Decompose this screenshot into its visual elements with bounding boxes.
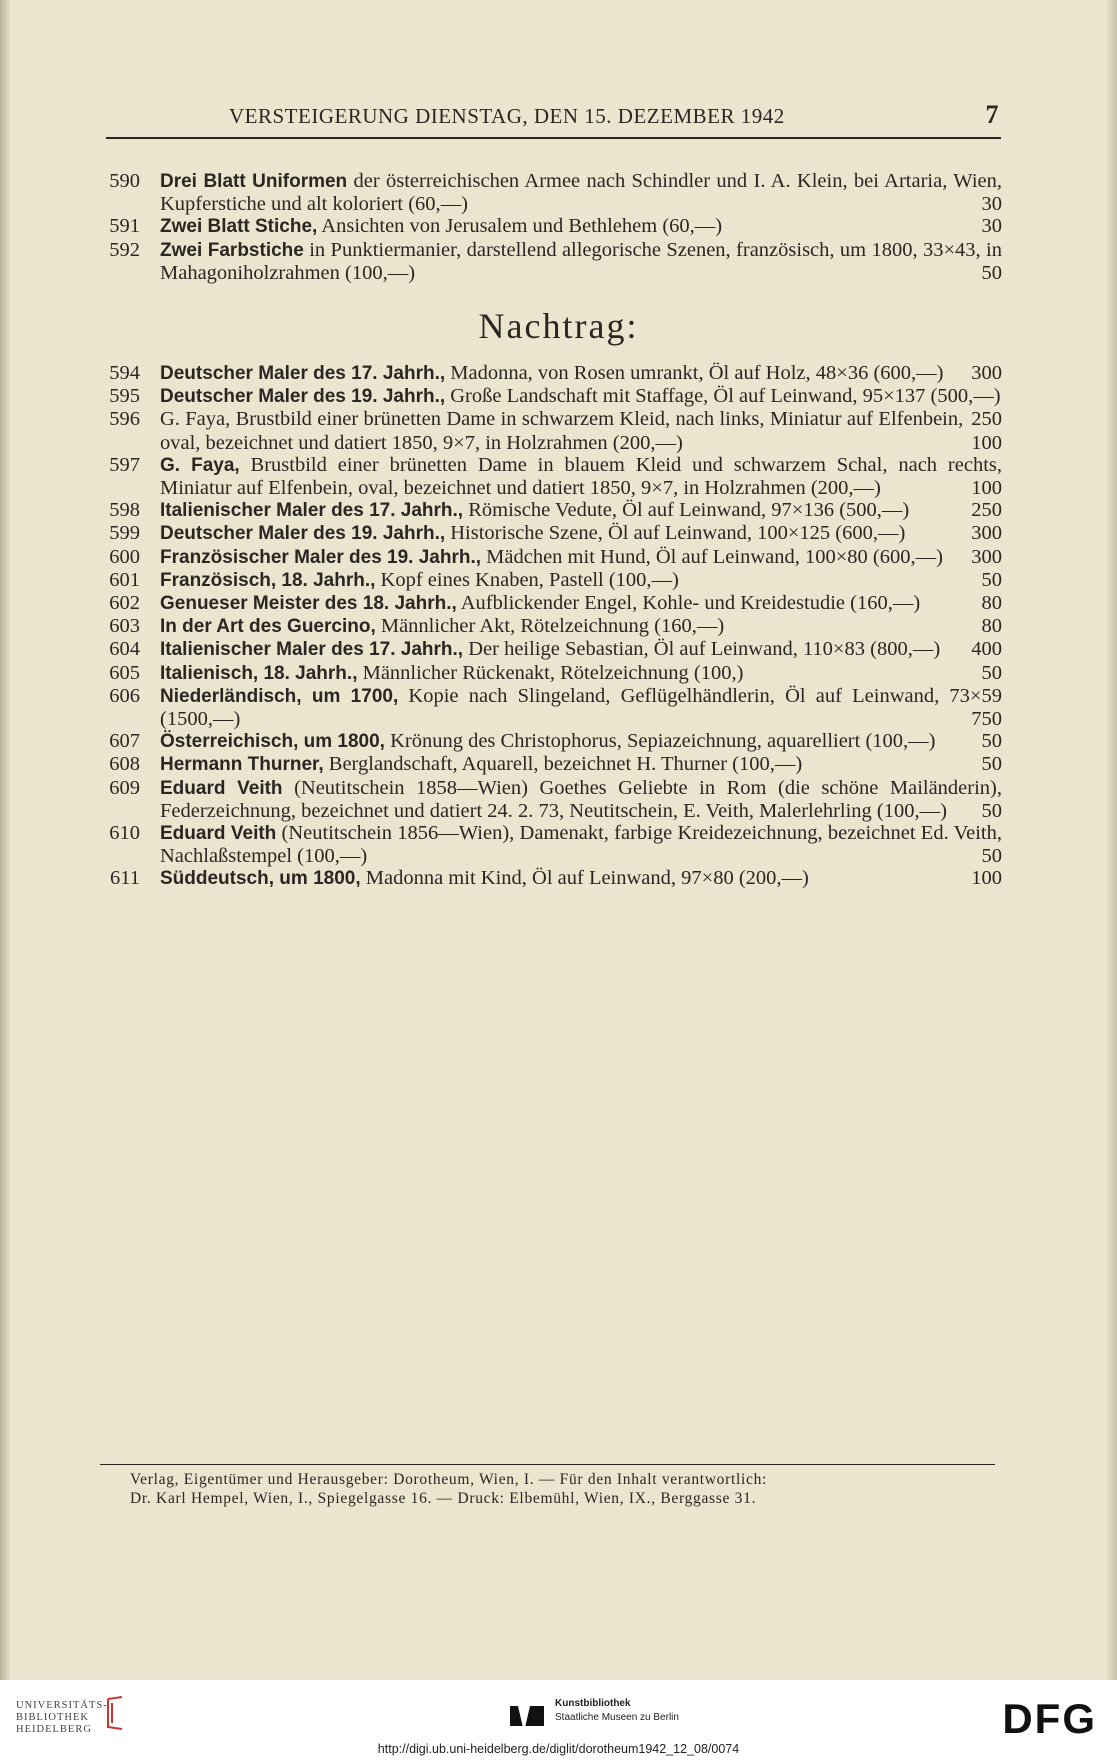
lot-description bbox=[160, 408, 1002, 453]
lot-price: 80 bbox=[981, 592, 1002, 615]
lot-text: Krönung des Christophorus, Sepiazeichnung, aquarelliert (100,—) bbox=[384, 730, 936, 753]
lot-title: Deutscher Maler des 19. Jahrh., bbox=[160, 523, 446, 545]
lot-text: Madonna, von Rosen umrankt, Öl auf Holz, 48×36 (600,—) bbox=[445, 362, 944, 384]
permalink-url[interactable]: http://digi.ub.uni-heidelberg.de/diglit/dorotheum1942_12_08/0074 bbox=[377, 1742, 740, 1756]
lot-entry bbox=[90, 546, 1002, 569]
lot-entry bbox=[90, 777, 1002, 822]
lot-number: 598 bbox=[109, 499, 140, 522]
lot-text: Männlicher Rückenakt, Rötelzeichnung (100,) bbox=[357, 661, 744, 684]
lot-price: 50 bbox=[981, 753, 1002, 776]
lot-number: 610 bbox=[109, 822, 140, 845]
lot-price: 750 bbox=[971, 708, 1002, 731]
lot-number: 603 bbox=[109, 615, 140, 638]
lot-price: 30 bbox=[981, 215, 1002, 238]
lot-text: Brustbild einer brünetten Dame in blauem Kleid und schwarzem Schal, nach rechts, Miniatur auf Elfenbein, oval, bezeichnet und datiert 1850, 9×7, in Holzrahmen (200,—) bbox=[160, 453, 1002, 500]
lot-title: Zwei Blatt Stiche, bbox=[160, 216, 318, 238]
lot-description bbox=[160, 730, 1002, 753]
lot-description bbox=[160, 777, 1002, 822]
lot-title: Italienisch, 18. Jahrh., bbox=[160, 662, 358, 684]
imprint-line-2: Dr. Karl Hempel, Wien, I., Spiegelgasse 16. — Druck: Elbemühl, Wien, IX., Berggasse 31. bbox=[130, 1490, 757, 1507]
lot-number: 595 bbox=[109, 385, 140, 408]
lot-description bbox=[160, 362, 1002, 385]
lot-title: Deutscher Maler des 17. Jahrh., bbox=[160, 363, 446, 384]
section-title: Nachtrag: bbox=[478, 306, 639, 346]
lot-price: 50 bbox=[981, 661, 1002, 684]
lot-number: 600 bbox=[109, 545, 140, 568]
lot-text: Ansichten von Jerusalem und Bethlehem (60,—) bbox=[317, 215, 723, 238]
lot-title: Italienischer Maler des 17. Jahrh., bbox=[160, 639, 464, 661]
lot-entry bbox=[90, 569, 1002, 592]
lot-description bbox=[160, 592, 1002, 615]
ub-line-2: BIBLIOTHEK bbox=[16, 1712, 89, 1723]
lot-price: 50 bbox=[981, 261, 1002, 284]
lot-entry bbox=[90, 239, 1002, 284]
lot-price: 100 bbox=[971, 867, 1002, 890]
lot-text: Römische Vedute, Öl auf Leinwand, 97×136 (500,—) bbox=[463, 499, 910, 522]
lot-number: 596 bbox=[109, 408, 140, 431]
kb-line-1: Kunstbibliothek bbox=[555, 1698, 631, 1709]
lot-title: G. Faya, bbox=[160, 454, 240, 476]
lot-description bbox=[160, 685, 1002, 730]
lot-title: Drei Blatt Uniformen bbox=[160, 171, 348, 192]
lot-number: 609 bbox=[109, 776, 140, 799]
lot-text: Historische Szene, Öl auf Leinwand, 100×125 (600,—) bbox=[445, 522, 906, 545]
lot-price: 250 bbox=[971, 499, 1002, 522]
lot-text: Mädchen mit Hund, Öl auf Leinwand, 100×80 (600,—) bbox=[481, 545, 943, 568]
lot-description bbox=[160, 638, 1002, 661]
lot-entry bbox=[90, 615, 1002, 638]
lot-price: 80 bbox=[981, 615, 1002, 638]
lot-description bbox=[160, 615, 1002, 638]
lot-description bbox=[160, 662, 1002, 685]
lot-price: 50 bbox=[981, 799, 1002, 822]
lot-description bbox=[160, 454, 1002, 499]
lot-entry bbox=[90, 454, 1002, 499]
lot-description bbox=[160, 546, 1002, 569]
lot-entry bbox=[90, 867, 1002, 890]
lot-title: Italienischer Maler des 17. Jahrh., bbox=[160, 500, 464, 522]
lot-description bbox=[160, 239, 1002, 284]
lot-description bbox=[160, 822, 1002, 867]
lot-price: 250 bbox=[971, 408, 1002, 431]
lot-number: 606 bbox=[109, 684, 140, 707]
lot-entry bbox=[90, 215, 1002, 238]
lot-list-top bbox=[90, 170, 1002, 284]
lot-price: 300 bbox=[971, 545, 1002, 568]
lot-entry bbox=[90, 592, 1002, 615]
header-rule bbox=[106, 137, 1001, 139]
ub-line-3: HEIDELBERG bbox=[16, 1724, 92, 1735]
lot-price: 50 bbox=[981, 730, 1002, 753]
footer-rule bbox=[100, 1464, 995, 1465]
lot-entry bbox=[90, 522, 1002, 545]
lot-number: 605 bbox=[109, 661, 140, 684]
lot-list-nachtrag bbox=[90, 362, 1002, 891]
lot-description bbox=[160, 215, 1002, 238]
page-right-edge bbox=[1107, 0, 1117, 1680]
lot-number: 602 bbox=[109, 592, 140, 615]
lot-number: 592 bbox=[109, 238, 140, 261]
imprint-line-1: Verlag, Eigentümer und Herausgeber: Dorotheum, Wien, I. — Für den Inhalt verantwortlich: bbox=[130, 1471, 768, 1488]
lot-title: Deutscher Maler des 19. Jahrh., bbox=[160, 386, 446, 408]
lot-title: Zwei Farbstiche bbox=[160, 239, 304, 261]
lot-number: 590 bbox=[109, 170, 140, 192]
lot-text: Berglandschaft, Aquarell, bezeichnet H. Thurner (100,—) bbox=[323, 753, 803, 776]
lot-price: 400 bbox=[971, 638, 1002, 661]
lot-entry bbox=[90, 753, 1002, 776]
lot-number: 591 bbox=[109, 215, 140, 238]
running-title: VERSTEIGERUNG DIENSTAG, DEN 15. DEZEMBER 1942 bbox=[229, 104, 785, 128]
kunstbibliothek-label[interactable] bbox=[555, 1697, 679, 1725]
lot-title: Niederländisch, um 1700, bbox=[160, 685, 399, 707]
lot-number: 608 bbox=[109, 753, 140, 776]
page-left-edge bbox=[0, 0, 10, 1680]
lot-description bbox=[160, 522, 1002, 545]
lot-price: 100 bbox=[971, 431, 1002, 454]
lot-entry bbox=[90, 638, 1002, 661]
lot-price: 300 bbox=[971, 362, 1002, 384]
lot-number: 607 bbox=[109, 730, 140, 753]
running-head bbox=[105, 100, 1005, 132]
lot-title: Hermann Thurner, bbox=[160, 754, 324, 776]
lot-title: Eduard Veith bbox=[160, 823, 277, 845]
lot-title: Französischer Maler des 19. Jahrh., bbox=[160, 546, 482, 568]
lot-number: 594 bbox=[109, 362, 140, 384]
lot-description bbox=[160, 867, 1002, 890]
lot-text: (Neutitschein 1856—Wien), Damenakt, farbige Kreidezeichnung, bezeichnet Ed. Veith, Nachlaßstempel (100,—) bbox=[160, 822, 1002, 868]
lot-entry bbox=[90, 170, 1002, 215]
lot-text: Kopf eines Knaben, Pastell (100,—) bbox=[375, 568, 679, 591]
lot-number: 599 bbox=[109, 522, 140, 545]
lot-description bbox=[160, 170, 1002, 215]
lot-text: Madonna mit Kind, Öl auf Leinwand, 97×80 (200,—) bbox=[360, 867, 809, 890]
lot-entry bbox=[90, 499, 1002, 522]
lot-number: 597 bbox=[109, 453, 140, 476]
lot-text: Der heilige Sebastian, Öl auf Leinwand, 110×83 (800,—) bbox=[463, 638, 941, 661]
page-number: 7 bbox=[985, 100, 999, 129]
lot-title: Österreichisch, um 1800, bbox=[160, 731, 385, 753]
lot-price: 100 bbox=[971, 477, 1002, 500]
lot-text: G. Faya, Brustbild einer brünetten Dame in schwarzem Kleid, nach links, Miniatur auf Elfenbein, oval, bezeichnet und datiert 1850, 9×7, in Holzrahmen (200,—) bbox=[160, 408, 964, 454]
lot-title: Süddeutsch, um 1800, bbox=[160, 868, 361, 890]
lot-description bbox=[160, 753, 1002, 776]
lot-price: 50 bbox=[981, 568, 1002, 591]
lot-text: in Punktiermanier, darstellend allegorische Szenen, französisch, um 1800, 33×43, in Mahagoniholzrahmen (100,—) bbox=[160, 238, 1002, 284]
lot-text: Aufblickender Engel, Kohle- und Kreidestudie (160,—) bbox=[456, 592, 921, 615]
dfg-logo[interactable]: DFG bbox=[1002, 1695, 1097, 1742]
imprint bbox=[130, 1470, 1000, 1508]
lot-entry bbox=[90, 822, 1002, 867]
lot-text: Männlicher Akt, Rötelzeichnung (160,—) bbox=[375, 615, 725, 638]
lot-number: 604 bbox=[109, 638, 140, 661]
lot-title: Französisch, 18. Jahrh., bbox=[160, 569, 376, 591]
ub-line-1: UNIVERSITÄTS- bbox=[16, 1700, 108, 1711]
lot-price: 30 bbox=[981, 193, 1002, 216]
kunstbibliothek-logo-icon bbox=[510, 1700, 544, 1732]
lot-text: Große Landschaft mit Staffage, Öl auf Leinwand, 95×137 (500,—) bbox=[445, 385, 1001, 408]
lot-entry bbox=[90, 730, 1002, 753]
lot-number: 611 bbox=[110, 867, 140, 890]
ub-heidelberg-logo[interactable] bbox=[16, 1700, 108, 1736]
lot-title: Genueser Meister des 18. Jahrh., bbox=[160, 593, 457, 615]
lot-entry bbox=[90, 685, 1002, 730]
lot-text: (Neutitschein 1858—Wien) Goethes Geliebte in Rom (die schöne Mailänderin), Federzeichnung, bezeichnet und datiert 24. 2. 73, Neutitschein, E. Veith, Malerlehrling (100,—) bbox=[160, 776, 1003, 822]
kb-line-2: Staatliche Museen zu Berlin bbox=[555, 1712, 679, 1723]
lot-entry bbox=[90, 362, 1002, 385]
ub-emblem-icon bbox=[104, 1695, 126, 1731]
lot-number: 601 bbox=[109, 568, 140, 591]
lot-price: 50 bbox=[981, 845, 1002, 868]
lot-title: In der Art des Guercino, bbox=[160, 616, 376, 638]
lot-title: Eduard Veith bbox=[160, 777, 283, 799]
lot-entry bbox=[90, 408, 1002, 453]
lot-description bbox=[160, 499, 1002, 522]
lot-text: Kopie nach Slingeland, Geflügelhändlerin, Öl auf Leinwand, 73×59 (1500,—) bbox=[160, 684, 1002, 731]
lot-description bbox=[160, 569, 1002, 592]
lot-text: der österreichischen Armee nach Schindler und I. A. Klein, bei Artaria, Wien, Kupferstiche und alt koloriert (60,—) bbox=[160, 170, 1002, 216]
lot-entry bbox=[90, 662, 1002, 685]
lot-price: 300 bbox=[971, 522, 1002, 545]
